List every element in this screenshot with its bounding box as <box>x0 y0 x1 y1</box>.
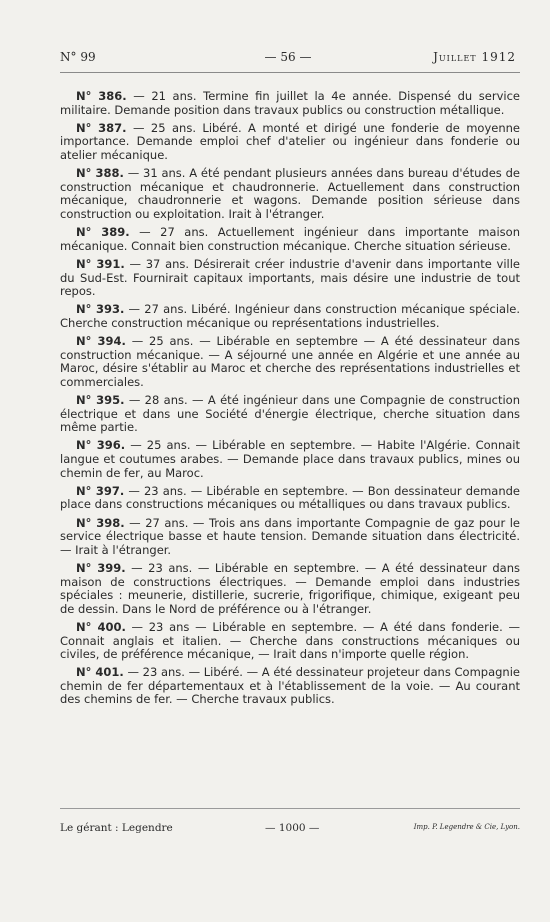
listing-entry <box>60 226 520 253</box>
listing-number: N° 398. <box>76 515 125 530</box>
listing-number: N° 393. <box>76 302 125 317</box>
listing-entry <box>60 258 520 299</box>
listing-number: N° 396. <box>76 438 126 453</box>
listings-body <box>60 90 520 712</box>
listing-text: — 23 ans. — Libérable en septembre. — A été dessinateur dans maison de constructions électriques. — Demande emploi dans industries spéciales : meunerie, distillerie, sucrerie, frigorifique, chimique, exigeant peu de dessin. Dans le Nord de préférence ou à l'étranger. <box>60 560 520 616</box>
listing-number: N° 386. <box>76 89 127 103</box>
listing-entry <box>60 303 520 330</box>
listing-text: — 25 ans. — Libérable en septembre — A été dessinateur dans construction mécanique. — A séjourné une année en Algérie et une année au Maroc, désire s'établir au Maroc et cherche des représentations industrielles et commerciales. <box>60 334 520 389</box>
listing-number: N° 391. <box>76 256 125 271</box>
listing-entry <box>60 90 520 117</box>
listing-entry <box>60 666 520 707</box>
listing-number: N° 400. <box>76 619 126 634</box>
listing-text: — 25 ans. Libéré. A monté et dirigé une fonderie de moyenne importance. Demande emploi chef d'atelier ou ingénieur dans fonderie ou atelier mécanique. <box>60 120 520 162</box>
header-rule <box>60 72 520 73</box>
listing-number: N° 395. <box>76 393 125 408</box>
listing-entry <box>60 122 520 163</box>
listing-text: — 23 ans — Libérable en septembre. — A été dans fonderie. — Connait anglais et italien. — Cherche dans constructions mécaniques ou civiles, de préférence mécanique, — Irait dans n'importe quelle région. <box>60 619 520 662</box>
page-number: — 56 — <box>264 50 312 64</box>
listing-number: N° 394. <box>76 334 126 349</box>
listing-entry <box>60 335 520 389</box>
listing-entry <box>60 167 520 221</box>
listing-entry <box>60 394 520 435</box>
listing-text: — 27 ans. Actuellement ingénieur dans importante maison mécanique. Connait bien construction mécanique. Cherche situation sérieuse. <box>60 225 520 253</box>
listing-text: — 25 ans. — Libérable en septembre. — Habite l'Algérie. Connait langue et coutumes arabes. — Demande place dans travaux publics, mines ou chemin de fer, au Maroc. <box>60 438 520 480</box>
listing-number: N° 401. <box>76 665 124 680</box>
footer-rule <box>60 808 520 809</box>
listing-number: N° 399. <box>76 560 126 575</box>
listing-text: — 37 ans. Désirerait créer industrie d'avenir dans importante ville du Sud-Est. Fournirait capitaux importants, mais désire une industrie de tout repos. <box>60 256 520 299</box>
listing-entry <box>60 485 520 512</box>
page-header <box>60 50 516 70</box>
listing-entry <box>60 517 520 558</box>
listing-text: — 27 ans. Libéré. Ingénieur dans construction mécanique spéciale. Cherche construction mécanique ou représentations industrielles. <box>60 302 521 330</box>
listing-entry <box>60 621 520 662</box>
listing-number: N° 389. <box>76 225 130 240</box>
listing-text: — 28 ans. — A été ingénieur dans une Compagnie de construction électrique et dans une Société d'énergie électrique, cherche situation dans même partie. <box>60 393 520 435</box>
listing-text: — 21 ans. Termine fin juillet la 4e année. Dispensé du service militaire. Demande position dans travaux publics ou construction métallique. <box>60 89 520 117</box>
listing-number: N° 387. <box>76 120 127 135</box>
listing-entry <box>60 439 520 480</box>
listing-text: — 23 ans. — Libéré. — A été dessinateur projeteur dans Compagnie chemin de fer départementaux et à l'établissement de la voie. — Au courant des chemins de fer. — Cherche travaux publics. <box>60 665 520 707</box>
listing-text: — 31 ans. A été pendant plusieurs années dans bureau d'études de construction mécanique et chaudronnerie. Actuellement dans construction mécanique, chaudronnerie et wagons. Demande position sérieuse dans construction ou exploitation. Irait à l'étranger. <box>60 166 520 221</box>
listing-number: N° 388. <box>76 166 124 181</box>
manager-credit: Le gérant : Legendre <box>60 822 173 834</box>
listing-text: — 27 ans. — Trois ans dans importante Compagnie de gaz pour le service électrique basse et haute tension. Demande situation dans électricité. — Irait à l'étranger. <box>60 515 520 557</box>
printer-imprint: Imp. P. Legendre & Cie, Lyon. <box>413 823 520 831</box>
issue-date: Juillet 1912 <box>433 50 516 64</box>
listing-entry <box>60 562 520 616</box>
listing-text: — 23 ans. — Libérable en septembre. — Bon dessinateur demande place dans constructions mécaniques ou métalliques ou dans travaux publics. <box>60 483 520 512</box>
listing-number: N° 397. <box>76 483 125 498</box>
print-run: — 1000 — <box>265 822 320 834</box>
page-footer <box>60 822 520 838</box>
issue-number: N° 99 <box>60 50 96 64</box>
